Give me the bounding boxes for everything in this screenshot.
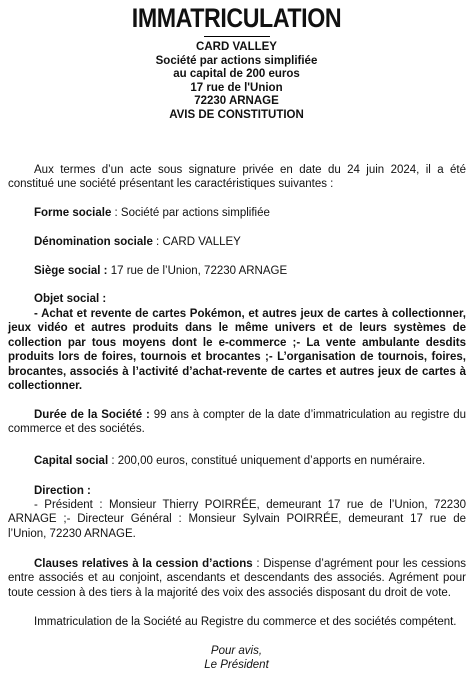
company-form: Société par actions simplifiée — [155, 54, 318, 67]
siege-social — [8, 264, 473, 278]
capital-social — [8, 454, 473, 468]
intro-paragraph: Aux termes d’un acte sous signature privée en date du 24 juin 2024, il a été constitué une société présentant les caractéristiques suivantes : — [8, 164, 466, 191]
denomination-sociale — [8, 235, 473, 249]
duree-societe — [8, 408, 466, 437]
company-capital: au capital de 200 euros — [173, 68, 300, 81]
company-name: CARD VALLEY — [196, 41, 277, 53]
duree-label: Durée de la Société : — [34, 409, 150, 421]
page-title: IMMATRICULATION — [131, 3, 342, 33]
signature-line-1: Pour avis, — [210, 645, 263, 657]
siege-value: 17 rue de l’Union, 72230 ARNAGE — [107, 265, 288, 277]
direction-text: - Président : Monsieur Thierry POIRRÉE, demeurant 17 rue de l’Union, 72230 ARNAGE ;- Directeur Général : Monsieur Sylvain POIRRÉE, demeurant 17 rue de l’Union, 72230 ARNAGE. — [8, 499, 466, 540]
company-header — [0, 41, 473, 123]
forme-value: : Société par actions simplifiée — [111, 207, 270, 219]
duree-value: 99 ans à compter de la date d’immatriculation au registre du commerce et des sociétés. — [8, 409, 467, 436]
capital-value: : 200,00 euros, constitué uniquement d’apports en numéraire. — [108, 455, 426, 467]
company-city: 72230 ARNAGE — [194, 95, 279, 108]
siege-label: Siège social : — [34, 265, 108, 277]
objet-social-text: - Achat et revente de cartes Pokémon, et autres jeux de cartes à collectionner, jeux vidéo et autres produits dans le même univers et de leurs systèmes de collection par tous moyens dont le e-commerce ;- La vente ambulante desdits produits lors de foires, tournois et brocantes ;- L’organisation de tournois, foires, brocantes, associés à l’activité d’achat-revente de cartes et autres jeux de cartes à collectionner. — [8, 308, 466, 393]
notice-type: AVIS DE CONSTITUTION — [169, 108, 304, 121]
signature-line-2: Le Président — [204, 659, 269, 671]
clauses-cession — [8, 557, 466, 600]
direction-heading — [8, 484, 473, 498]
title-divider — [204, 36, 270, 37]
closing-paragraph: Immatriculation de la Société au Registre du commerce et des sociétés compétent. — [34, 616, 457, 628]
forme-sociale — [8, 206, 473, 220]
denomination-value: : CARD VALLEY — [152, 236, 241, 248]
clauses-label: Clauses relatives à la cession d’actions — [34, 558, 253, 570]
objet-social-heading — [8, 292, 473, 306]
forme-label: Forme sociale — [34, 207, 112, 219]
company-street: 17 rue de l'Union — [190, 81, 283, 94]
clauses-value: : Dispense d’agrément pour les cessions entre associés et au conjoint, ascendants et descendants des associés. Agrément pour toute cession à des tiers à la majorité des voix des associés disposant du droit de vote. — [8, 558, 466, 599]
denomination-label: Dénomination sociale — [34, 236, 153, 248]
objet-label: Objet social : — [34, 293, 107, 305]
capital-label: Capital social — [34, 455, 109, 467]
direction-label: Direction : — [34, 485, 91, 497]
